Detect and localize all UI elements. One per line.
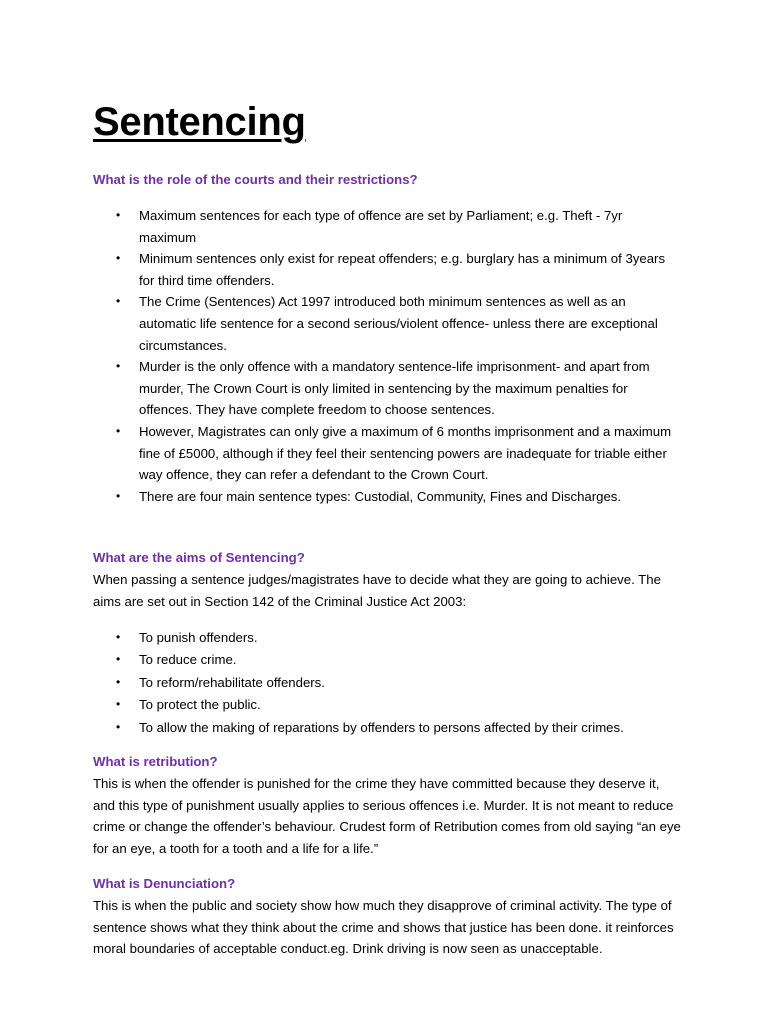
list-item: • Maximum sentences for each type of offence are set by Parliament; e.g. Theft - 7yr maximum — [93, 205, 683, 248]
list-item: • However, Magistrates can only give a maximum of 6 months imprisonment and a maximum fine of £5000, although if they feel their sentencing powers are inadequate for triable either way offence, they can refer a defendant to the Crown Court. — [93, 421, 683, 486]
bullet-icon: • — [116, 251, 121, 266]
list-item: • To punish offenders. — [93, 627, 683, 649]
bullet-icon: • — [116, 294, 121, 309]
bullet-icon: • — [116, 630, 121, 644]
bullet-icon: • — [116, 697, 121, 712]
bullet-icon: • — [116, 652, 121, 667]
bullet-icon: • — [116, 423, 121, 438]
bullet-icon: • — [116, 674, 121, 689]
list-item: • There are four main sentence types: Custodial, Community, Fines and Discharges. — [93, 486, 683, 508]
list-item: • Murder is the only offence with a mandatory sentence-life imprisonment- and apart from murder, The Crown Court is only limited in sentencing by the maximum penalties for offences. They have complete freedom to choose sentences. — [93, 356, 683, 421]
retribution-paragraph: This is when the offender is punished for the crime they have committed because they deserve it, and this type of punishment usually applies to serious offences i.e. Murder. It is not meant to reduce crime or change the offender’s behaviour. Crudest form of Retribution comes from old saying “an eye for an eye, a tooth for a tooth and a life for a life.” — [93, 776, 681, 856]
bullet-icon: • — [116, 359, 121, 374]
bullet-icon: • — [116, 719, 121, 734]
list-item: • The Crime (Sentences) Act 1997 introduced both minimum sentences as well as an automatic life sentence for a second serious/violent offence- unless there are exceptional circumstances. — [93, 291, 683, 356]
list-item: • To allow the making of reparations by offenders to persons affected by their crimes. — [93, 717, 683, 739]
aims-intro-paragraph: When passing a sentence judges/magistrates have to decide what they are going to achieve. The aims are set out in Section 142 of the Criminal Justice Act 2003: — [93, 572, 661, 609]
list-item: • Minimum sentences only exist for repeat offenders; e.g. burglary has a minimum of 3years for third time offenders. — [93, 248, 683, 291]
section-heading-aims: What are the aims of Sentencing? — [93, 550, 305, 565]
bullet-icon: • — [116, 488, 121, 503]
list-item: • To reduce crime. — [93, 649, 683, 671]
list-item: • To protect the public. — [93, 694, 683, 716]
bullet-icon: • — [116, 208, 121, 222]
aims-bullet-list — [93, 627, 683, 738]
section-heading-retribution: What is retribution? — [93, 754, 218, 769]
courts-role-bullet-list — [93, 205, 683, 507]
list-item: • To reform/rehabilitate offenders. — [93, 672, 683, 694]
section-heading-denunciation: What is Denunciation? — [93, 876, 236, 891]
page-title: Sentencing — [93, 100, 306, 144]
denunciation-paragraph: This is when the public and society show how much they disapprove of criminal activity. The type of sentence shows what they think about the crime and shows that justice has been done. it reinforces moral boundaries of acceptable conduct.eg. Drink driving is now seen as unacceptable. — [93, 898, 674, 957]
section-heading-courts-role: What is the role of the courts and their restrictions? — [93, 172, 418, 187]
